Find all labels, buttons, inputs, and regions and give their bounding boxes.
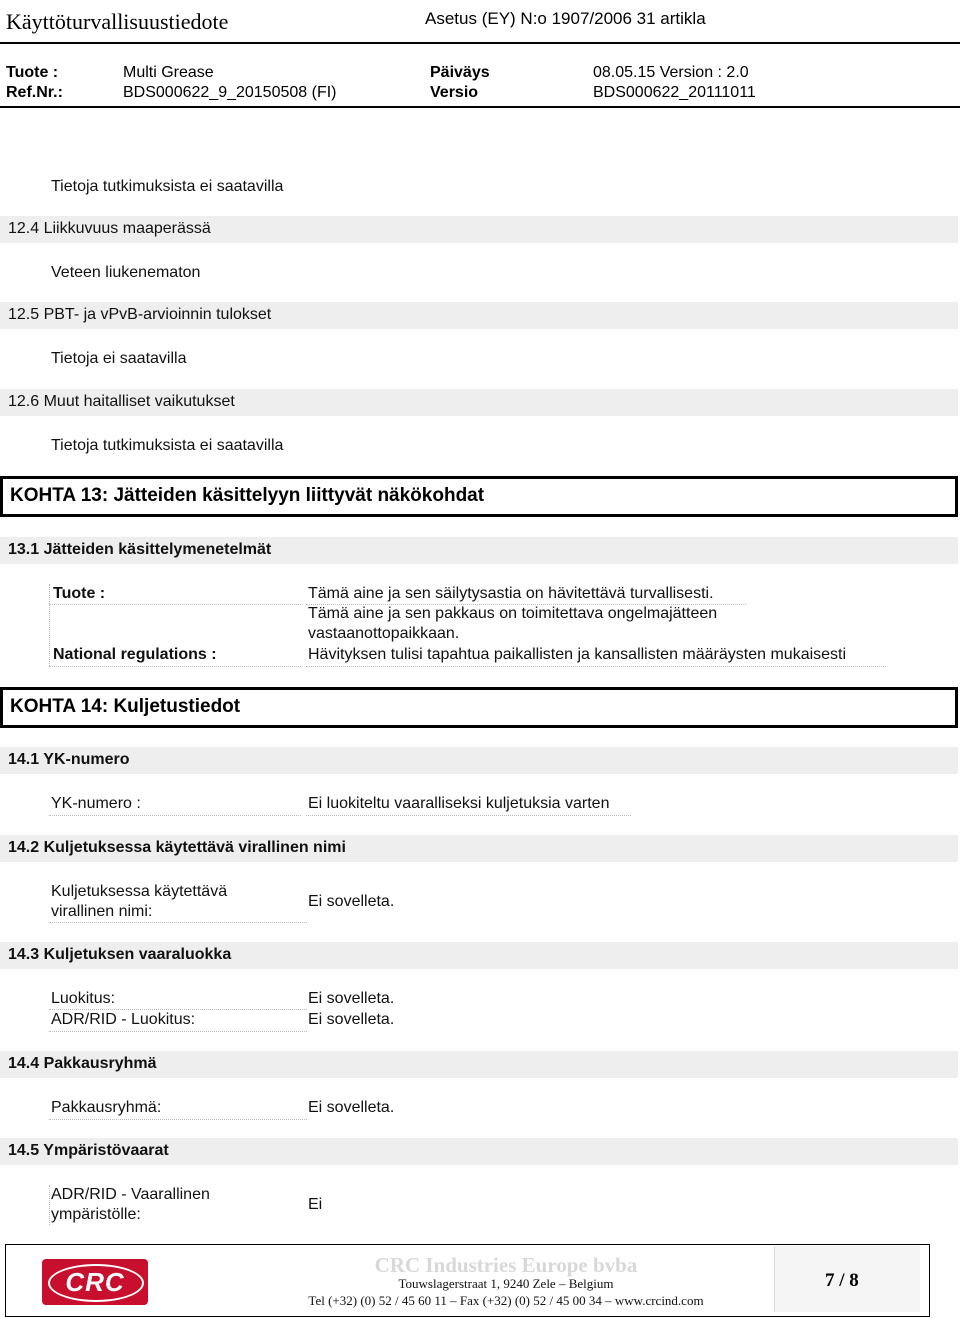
subsection-title: 14.3 Kuljetuksen vaaraluokka (8, 946, 232, 963)
adr-rid-classification-label: ADR/RID - Luokitus: (51, 1011, 196, 1028)
un-number-label: YK-numero : (51, 795, 141, 812)
page-number-box (774, 1246, 920, 1312)
environmental-hazard-value: Ei (308, 1196, 323, 1213)
subsection-title: 13.1 Jätteiden käsittelymenetelmät (8, 541, 272, 558)
section-title: KOHTA 14: Kuljetustiedot (10, 696, 241, 717)
subsection-title: 12.6 Muut haitalliset vaikutukset (8, 393, 235, 410)
company-name: CRC Industries Europe bvba (374, 1253, 638, 1277)
classification-label: Luokitus: (51, 990, 116, 1007)
subsection-title: 14.1 YK-numero (8, 751, 130, 768)
header-divider (0, 42, 960, 44)
document-title: Käyttöturvallisuustiedote (6, 9, 229, 34)
waste-product-line-2: Tämä aine ja sen pakkaus on toimitettava ongelmajätteen (308, 605, 718, 622)
version-value: BDS000622_20111011 (593, 84, 756, 101)
packing-group-label: Pakkausryhmä: (51, 1099, 162, 1116)
subsection-12-5-text: Tietoja ei saatavilla (51, 350, 187, 367)
intro-text: Tietoja tutkimuksista ei saatavilla (51, 178, 284, 195)
ref-number: BDS000622_9_20150508 (FI) (123, 84, 337, 101)
national-regulations-label: National regulations : (53, 646, 217, 663)
subsection-13-1 (0, 537, 958, 564)
adr-rid-classification-value: Ei sovelleta. (308, 1011, 395, 1028)
national-regulations-value: Hävityksen tulisi tapahtua paikallisten ja kansallisten määräysten mukaisesti (308, 646, 847, 663)
shipping-name-label-line-1: Kuljetuksessa käytettävä (51, 883, 228, 900)
page-footer (5, 1244, 930, 1317)
regulation-reference: Asetus (EY) N:o 1907/2006 31 artikla (425, 9, 706, 28)
product-name: Multi Grease (123, 64, 214, 81)
shipping-name-value: Ei sovelleta. (308, 893, 395, 910)
waste-product-line-3: vastaanottopaikkaan. (308, 625, 460, 642)
logo-text: CRC (65, 1267, 125, 1297)
subsection-title: 12.4 Liikkuvuus maaperässä (8, 220, 211, 237)
date-label: Päiväys (430, 64, 490, 81)
crc-logo (42, 1259, 148, 1305)
version-label: Versio (430, 84, 479, 101)
environmental-hazard-label-line-2: ympäristölle: (51, 1206, 141, 1223)
header-bottom-divider (0, 106, 960, 108)
page-number: 7 / 8 (825, 1270, 859, 1291)
shipping-name-label-line-2: virallinen nimi: (51, 903, 153, 920)
section-title: KOHTA 13: Jätteiden käsittelyyn liittyvät näkökohdat (10, 485, 485, 506)
subsection-title: 14.2 Kuljetuksessa käytettävä virallinen nimi (8, 839, 346, 856)
subsection-12-6 (0, 389, 958, 416)
waste-product-line-1: Tämä aine ja sen säilytysastia on hävitettävä turvallisesti. (308, 585, 714, 602)
subsection-12-4-text: Veteen liukenematon (51, 264, 201, 281)
subsection-12-6-text: Tietoja tutkimuksista ei saatavilla (51, 437, 284, 454)
subsection-14-4 (0, 1051, 958, 1078)
subsection-12-5 (0, 302, 958, 329)
date-value: 08.05.15 Version : 2.0 (593, 64, 749, 81)
subsection-title: 14.4 Pakkausryhmä (8, 1055, 157, 1072)
company-address: Touwslagerstraat 1, 9240 Zele – Belgium (398, 1276, 614, 1291)
subsection-title: 12.5 PBT- ja vPvB-arvioinnin tulokset (8, 306, 272, 323)
subsection-14-5 (0, 1138, 958, 1165)
waste-product-label: Tuote : (53, 585, 106, 602)
packing-group-value: Ei sovelleta. (308, 1099, 395, 1116)
classification-value: Ei sovelleta. (308, 990, 395, 1007)
product-label: Tuote : (6, 64, 59, 81)
ref-label: Ref.Nr.: (6, 84, 63, 101)
section-14-header (0, 687, 958, 728)
subsection-14-3 (0, 942, 958, 969)
environmental-hazard-label-line-1: ADR/RID - Vaarallinen (51, 1186, 210, 1203)
subsection-title: 14.5 Ympäristövaarat (8, 1142, 169, 1159)
subsection-14-2 (0, 835, 958, 862)
section-13-header (0, 476, 958, 517)
subsection-12-4 (0, 216, 958, 243)
un-number-value: Ei luokiteltu vaaralliseksi kuljetuksia varten (308, 795, 610, 812)
subsection-14-1 (0, 747, 958, 774)
company-contact: Tel (+32) (0) 52 / 45 60 11 – Fax (+32) (0) 52 / 45 00 34 – www.crcind.com (308, 1293, 704, 1308)
